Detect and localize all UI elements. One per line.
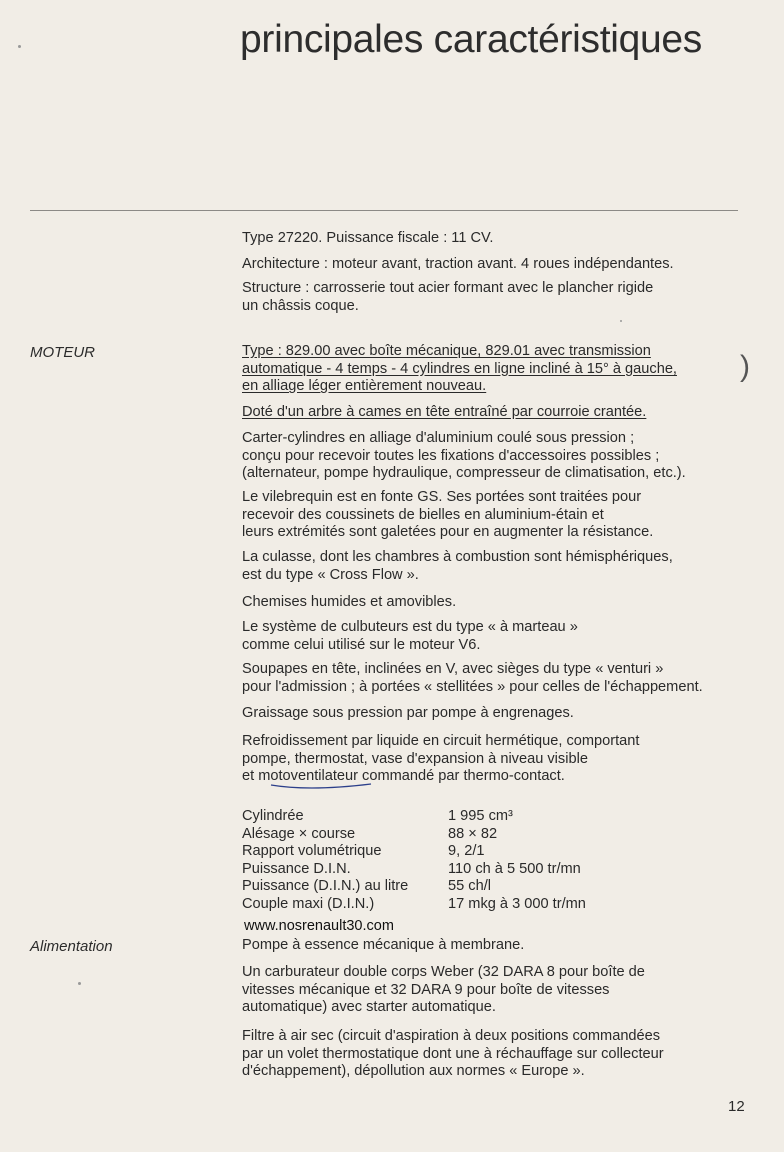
moteur-paragraph	[242, 404, 772, 422]
spec-value: 55 ch/l	[448, 878, 491, 895]
moteur-paragraph	[242, 594, 772, 612]
intro-paragraph	[242, 256, 772, 274]
moteur-paragraph	[242, 430, 772, 483]
text-line: Le vilebrequin est en fonte GS. Ses portées sont traitées pour	[242, 489, 642, 505]
spec-value: 1 995 cm³	[448, 808, 513, 824]
text-line: Graissage sous pression par pompe à engrenages.	[242, 705, 574, 721]
spec-row	[242, 861, 586, 879]
spec-label: Cylindrée	[242, 808, 304, 824]
spec-row	[242, 896, 586, 914]
spec-value: 9, 2/1	[448, 843, 485, 860]
spec-value: 110 ch à 5 500 tr/mn	[448, 860, 581, 877]
paper-speck	[620, 320, 622, 322]
pen-underline-mark	[270, 782, 372, 790]
text-line: Pompe à essence mécanique à membrane.	[242, 937, 525, 953]
handwritten-bracket: )	[740, 350, 750, 383]
alimentation-paragraph	[242, 1028, 772, 1081]
text-line: Un carburateur double corps Weber (32 DARA 8 pour boîte de	[242, 964, 645, 980]
spec-label: Couple maxi (D.I.N.)	[242, 895, 375, 912]
spec-row	[242, 878, 586, 896]
text-line: Filtre à air sec (circuit d'aspiration à deux positions commandées	[242, 1028, 661, 1044]
text-line: Carter-cylindres en alliage d'aluminium coulé sous pression ;	[242, 430, 635, 446]
paper-speck	[78, 982, 81, 985]
text-line: et motoventilateur commandé par thermo-contact.	[242, 768, 565, 785]
page-title: principales caractéristiques	[240, 18, 702, 61]
moteur-paragraph	[242, 489, 772, 542]
spec-label: Rapport volumétrique	[242, 843, 382, 860]
text-line: Soupapes en tête, inclinées en V, avec sièges du type « venturi »	[242, 661, 664, 677]
text-line: d'échappement), dépollution aux normes « Europe ».	[242, 1063, 585, 1080]
text-line: pompe, thermostat, vase d'expansion à niveau visible	[242, 750, 588, 767]
text-line: Doté d'un arbre à cames en tête entraîné par courroie crantée.	[242, 404, 647, 420]
spec-value: 88 × 82	[448, 825, 498, 842]
intro-paragraph	[242, 230, 772, 248]
text-line: leurs extrémités sont galetées pour en augmenter la résistance.	[242, 524, 654, 541]
text-line: Type : 829.00 avec boîte mécanique, 829.01 avec transmission	[242, 343, 651, 359]
text-line: recevoir des coussinets de bielles en aluminium-étain et	[242, 506, 604, 523]
text-line: un châssis coque.	[242, 297, 359, 314]
text-line: conçu pour recevoir toutes les fixations d'accessoires possibles ;	[242, 447, 660, 464]
text-line: est du type « Cross Flow ».	[242, 566, 419, 583]
text-line: Le système de culbuteurs est du type « à marteau »	[242, 619, 578, 635]
moteur-paragraph-type	[242, 343, 772, 396]
spec-table	[242, 808, 586, 914]
text-line: Structure : carrosserie tout acier formant avec le plancher rigide	[242, 280, 654, 296]
paper-speck	[18, 45, 21, 48]
text-line: La culasse, dont les chambres à combustion sont hémisphériques,	[242, 549, 673, 565]
spec-label: Alésage × course	[242, 825, 356, 842]
spec-row	[242, 826, 586, 844]
spec-label: Puissance (D.I.N.) au litre	[242, 878, 409, 895]
watermark-url: www.nosrenault30.com	[244, 918, 394, 934]
text-line: automatique - 4 temps - 4 cylindres en ligne incliné à 15° à gauche,	[242, 360, 677, 377]
moteur-paragraph	[242, 705, 772, 723]
moteur-paragraph	[242, 619, 772, 654]
section-label-alimentation: Alimentation	[30, 938, 113, 955]
text-line: pour l'admission ; à portées « stellitées » pour celles de l'échappement.	[242, 678, 703, 695]
spec-value: 17 mkg à 3 000 tr/mn	[448, 895, 586, 912]
text-line: Chemises humides et amovibles.	[242, 594, 457, 610]
text-line: vitesses mécanique et 32 DARA 9 pour boîte de vitesses	[242, 981, 610, 998]
text-line: Refroidissement par liquide en circuit hermétique, comportant	[242, 733, 640, 749]
text-line: par un volet thermostatique dont une à réchauffage sur collecteur	[242, 1045, 664, 1062]
text-line: en alliage léger entièrement nouveau.	[242, 378, 487, 395]
section-label-moteur: MOTEUR	[30, 344, 95, 361]
moteur-paragraph	[242, 733, 772, 786]
alimentation-paragraph	[242, 937, 772, 955]
spec-row	[242, 843, 586, 861]
alimentation-paragraph	[242, 964, 772, 1017]
spec-label: Puissance D.I.N.	[242, 860, 351, 877]
text-line: Type 27220. Puissance fiscale : 11 CV.	[242, 230, 494, 246]
moteur-paragraph	[242, 661, 772, 696]
text-line: (alternateur, pompe hydraulique, compresseur de climatisation, etc.).	[242, 465, 686, 482]
spec-row	[242, 808, 586, 826]
horizontal-rule	[30, 210, 738, 211]
text-line: Architecture : moteur avant, traction avant. 4 roues indépendantes.	[242, 256, 674, 272]
intro-paragraph	[242, 280, 772, 315]
page-number: 12	[728, 1098, 745, 1115]
moteur-paragraph	[242, 549, 772, 584]
text-line: automatique) avec starter automatique.	[242, 999, 496, 1016]
text-line: comme celui utilisé sur le moteur V6.	[242, 636, 481, 653]
